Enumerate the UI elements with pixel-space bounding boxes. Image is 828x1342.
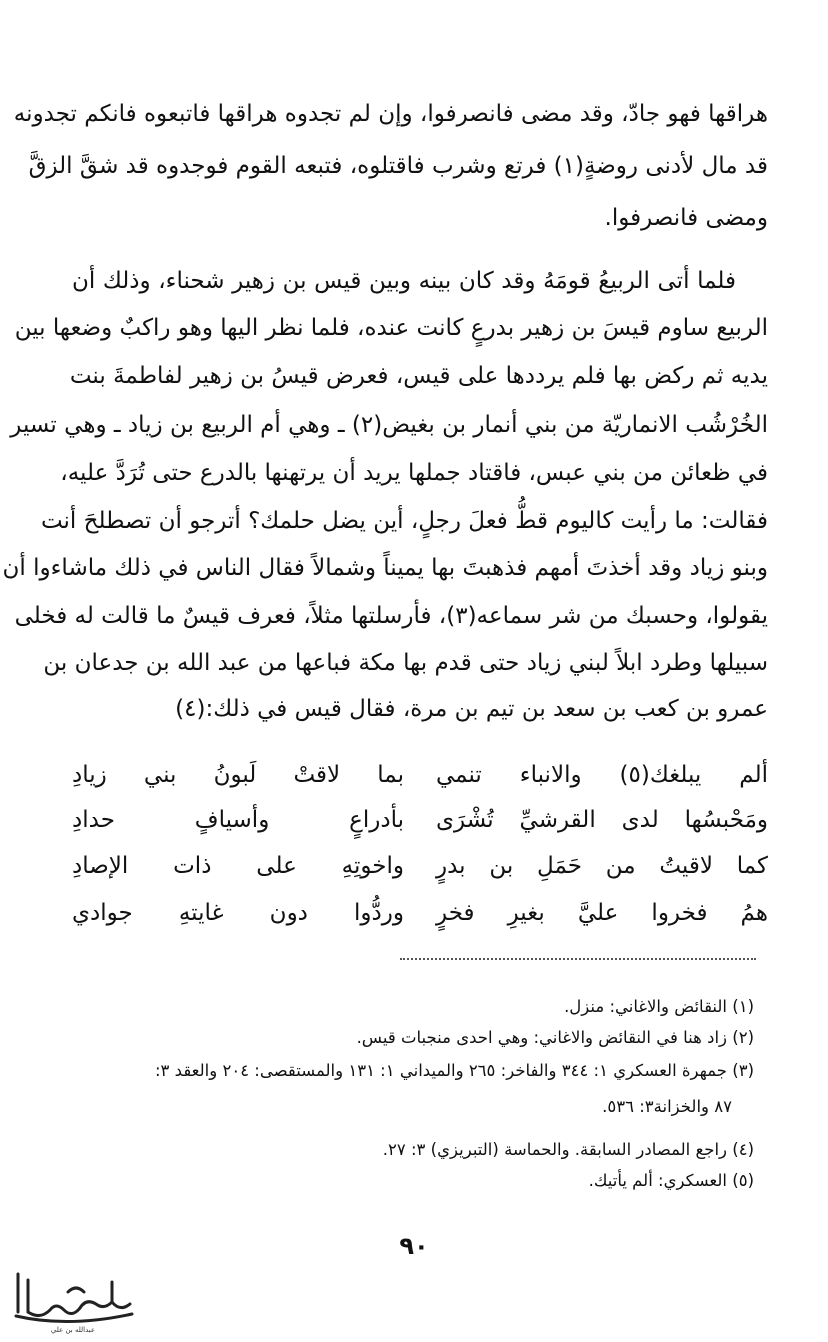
- body-line-3: ومضى فانصرفوا.: [604, 205, 768, 231]
- body-line-9: فقالت: ما رأيت كاليوم قطُّ فعلَ رجلٍ، أين يضل حلمك؟ أترجو أن تصطلحَ أنت: [40, 508, 768, 534]
- footnote-3-continuation: ٨٧ والخزانة٣: ٥٣٦.: [602, 1097, 732, 1116]
- verse-3: [72, 846, 768, 886]
- body-line-5: الربيع ساوم قيسَ بن زهير بدرعٍ كانت عنده، فلما نظر اليها وهو راكبٌ وضعها بين: [14, 315, 768, 341]
- verse-2-second-hemistich: بأدراعٍ وأسيافٍ حدادِ: [72, 807, 404, 833]
- body-line-13: عمرو بن كعب بن سعد بن تيم بن مرة، فقال قيس في ذلك:(٤): [175, 696, 768, 722]
- verse-4: [72, 893, 768, 933]
- body-line-1: هراقها فهو جادّ، وقد مضى فانصرفوا، وإن لم تجدوه هراقها فاتبعوه فانكم تجدونه: [13, 101, 768, 127]
- verse-2-first-hemistich: ومَحْبسُها لدى القرشيِّ تُشْرَى: [436, 807, 768, 833]
- footnote-2: (٢) زاد هنا في النقائض والاغاني: وهي احدى منجبات قيس.: [356, 1028, 754, 1047]
- body-line-7: الخُرْشُب الانماريّة من بني أنمار بن بغيض(٢) ـ وهي أم الربيع بن زياد ـ وهي تسير: [10, 412, 768, 438]
- verse-1: [72, 755, 768, 795]
- verse-3-second-hemistich: واخوتِهِ على ذات الإصادِ: [72, 853, 404, 879]
- body-line-8: في ظعائن من بني عبس، فاقتاد جملها يريد أن يرتهنها بالدرع حتى تُرَدَّ عليه،: [60, 460, 768, 486]
- body-line-10: وبنو زياد وقد أخذتَ أمهم فذهبتَ بها يميناً وشمالاً فقال الناس في ذلك ماشاءوا أن: [2, 555, 768, 581]
- calligraphy-logo: [8, 1262, 138, 1337]
- body-line-11: يقولوا، وحسبك من شر سماعه(٣)، فأرسلتها مثلاً، فعرف قيسٌ ما قالت له فخلى: [14, 603, 768, 629]
- footnote-1: (١) النقائض والاغاني: منزل.: [564, 997, 754, 1016]
- verse-1-first-hemistich: ألم يبلغك(٥) والانباء تنمي: [436, 762, 768, 788]
- verse-1-second-hemistich: بما لاقتْ لَبونُ بني زيادِ: [72, 762, 404, 788]
- body-line-6: يديه ثم ركض بها فلم يرددها على قيس، فعرض قيسُ بن زهير لفاطمةَ بنت: [69, 363, 768, 389]
- verse-4-first-hemistich: همُ فخروا عليَّ بغيرِ فخرٍ: [436, 900, 768, 926]
- verse-4-second-hemistich: وردُّوا دون غايتهِ جوادي: [72, 900, 404, 926]
- page-number: ٩٠: [399, 1232, 429, 1260]
- body-line-4: فلما أتى الربيعُ قومَهُ وقد كان بينه وبين قيس بن زهير شحناء، وذلك أن: [72, 268, 736, 294]
- footnote-5: (٥) العسكري: ألم يأتيك.: [588, 1171, 754, 1190]
- footnote-3: (٣) جمهرة العسكري ١: ٣٤٤ والفاخر: ٢٦٥ والميداني ١: ١٣١ والمستقصى: ٢٠٤ والعقد ٣:: [154, 1061, 754, 1080]
- body-line-2: قد مال لأدنى روضةٍ(١) فرتع وشرب فاقتلوه، فتبعه القوم فوجدوه قد شقَّ الزقَّ: [28, 153, 768, 179]
- logo-small-text: عبدالله بن علي: [50, 1326, 96, 1334]
- footnote-separator: [400, 958, 756, 960]
- body-line-12: سبيلها وطرد ابلاً لبني زياد حتى قدم بها مكة فباعها من عبد الله بن جدعان بن: [43, 650, 768, 676]
- footnote-4: (٤) راجع المصادر السابقة. والحماسة (التبريزي) ٣: ٢٧.: [382, 1140, 754, 1159]
- verse-3-first-hemistich: كما لاقيتُ من حَمَلِ بن بدرٍ: [436, 853, 768, 879]
- verse-2: [72, 800, 768, 840]
